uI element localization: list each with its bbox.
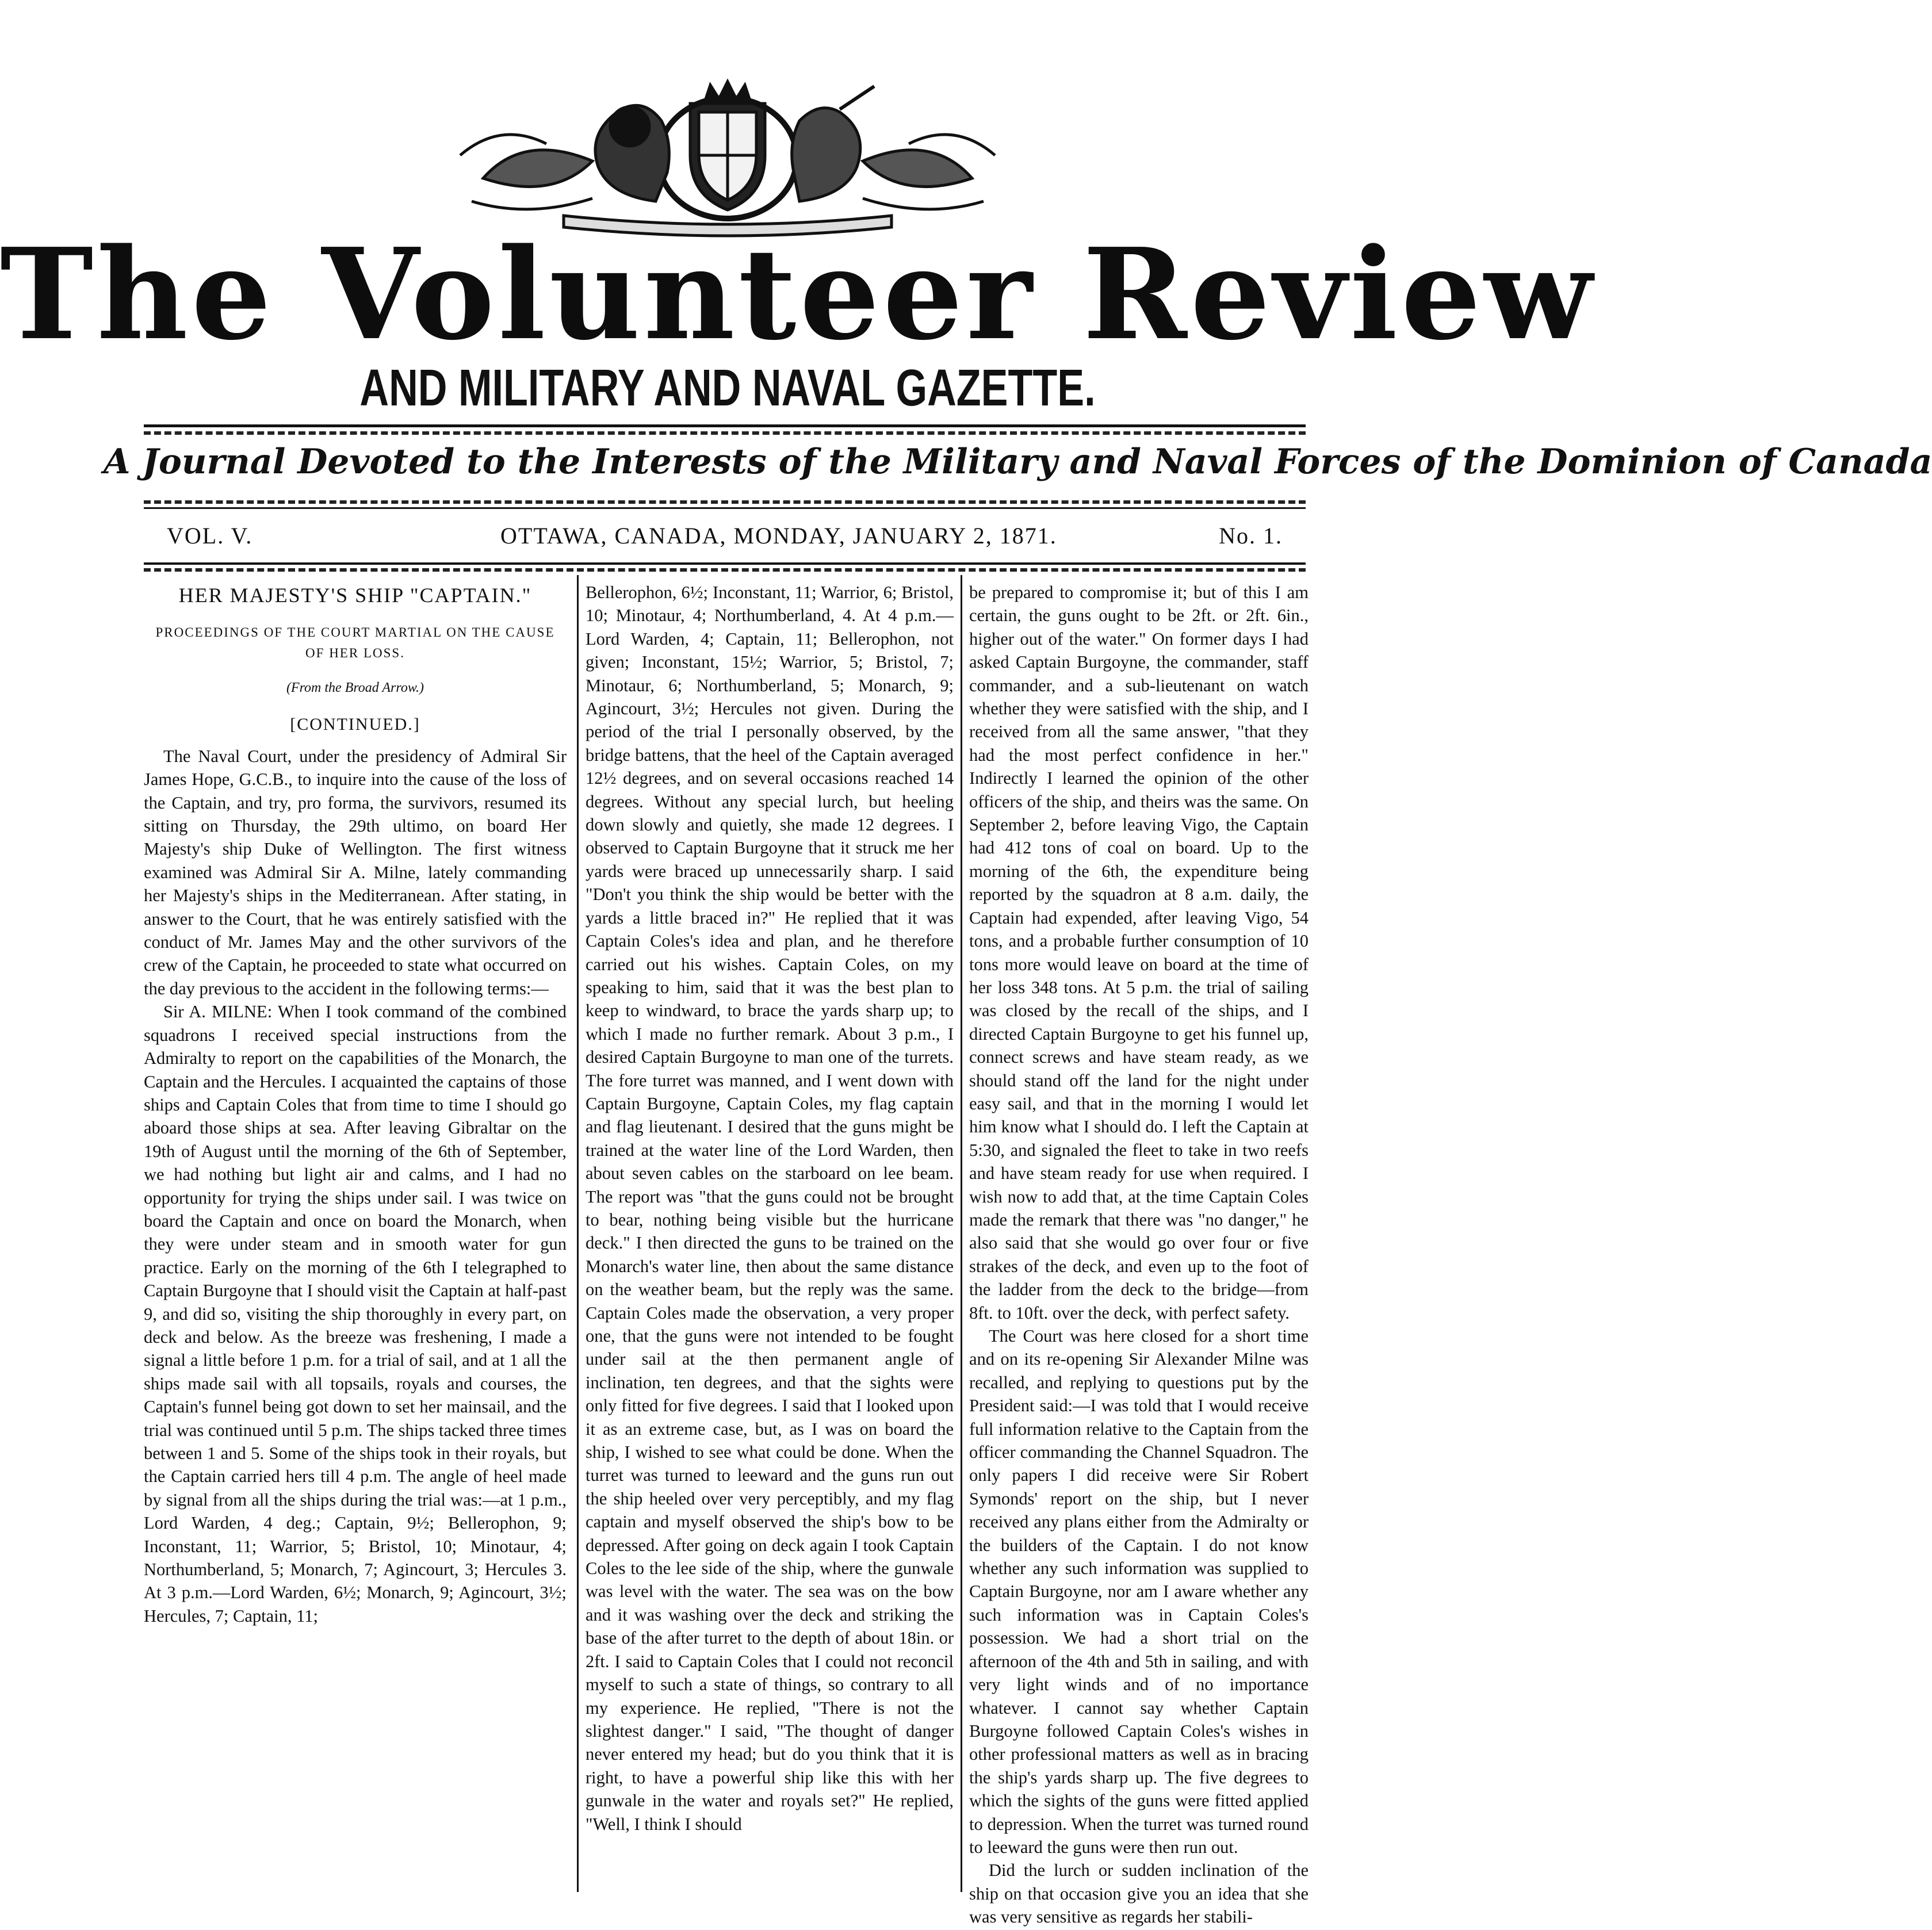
article-column-2 (586, 581, 954, 1886)
royal-coat-of-arms-icon (437, 86, 1018, 230)
article-column-3 (969, 581, 1309, 1927)
volume-number: VOL. V. (167, 523, 253, 549)
journal-motto: A Journal Devoted to the Interests of the Military and Naval Forces of the Dominion of Canada (104, 442, 1932, 482)
motto-rule (144, 507, 1306, 509)
motto-rule-dashed (144, 500, 1306, 504)
column-divider (961, 575, 962, 1892)
article-paragraph: Sir A. MILNE: When I took command of the combined squadrons I received special instructions from the Admiralty to report on the capabilities of the Monarch, the Captain and the Hercules. I acquainted the captains of those ships and Captain Coles that from time to time I should go aboard those ships at sea. After leaving Gibraltar on the 19th of August until the morning of the 6th of September, we had nothing but light air and calms, and I had no opportunity for trying the ships under sail. I was twice on board the Captain and once on board the Monarch, when they were under steam and in smooth water for gun practice. Early on the morning of the 6th I telegraphed to Captain Burgoyne that I should visit the Captain at half-past 9, and did so, visiting the ship thoroughly in every part, on deck and below. As the breeze was freshening, I made a signal a little before 1 p.m. for a trial of sail, and at 1 all the ships made sail with all topsails, royals and courses, the Captain's funnel being got down to set her mainsail, and the trial was continued until 5 p.m. The ships tacked three times between 1 and 5. Some of the ships took in their royals, but the Captain carried hers till 4 p.m. The angle of heel made by signal from all the ships during the trial was:—at 1 p.m., Lord Warden, 4 deg.; Captain, 9½; Bellerophon, 9; Inconstant, 11; Warrior, 5; Bristol, 10; Minotaur, 4; Northumberland, 5; Monarch, 7; Agincourt, 3; Hercules 3. At 3 p.m.—Lord Warden, 6½; Monarch, 9; Agincourt, 3½; Hercules, 7; Captain, 11; (144, 1002, 567, 1626)
masthead-rule-dashed (144, 431, 1306, 435)
article-source: (From the Broad Arrow.) (286, 680, 424, 695)
issue-rule-dashed (144, 568, 1306, 572)
article-continued: [CONTINUED.] (290, 715, 420, 734)
article-headline: HER MAJESTY'S SHIP "CAPTAIN." (178, 584, 532, 607)
article-column-1 (144, 581, 567, 1886)
issue-number: No. 1. (1219, 523, 1283, 549)
dateline: OTTAWA, CANADA, MONDAY, JANUARY 2, 1871. (500, 523, 1057, 549)
masthead-subtitle: AND MILITARY AND NAVAL GAZETTE. (359, 359, 1096, 417)
masthead-rule-top (144, 424, 1306, 427)
issue-rule (144, 562, 1306, 565)
article-paragraph: The Naval Court, under the presidency of Admiral Sir James Hope, G.C.B., to inquire into the cause of the loss of the Captain, and try, pro forma, the survivors, resumed its sitting on Thursday, the 29th ultimo, on board Her Majesty's ship Duke of Wellington. The first witness examined was Admiral Sir A. Milne, lately commanding her Majesty's ships in the Mediterranean. After stating, in answer to the Court, that he was entirely satisfied with the conduct of Mr. James May and the other survivors of the crew of the Captain, he proceeded to state what occurred on the day previous to the accident in the following terms:— (144, 746, 567, 998)
article-subhead: PROCEEDINGS OF THE COURT MARTIAL ON THE CAUSE OF HER LOSS. (155, 625, 555, 660)
column-divider (577, 575, 579, 1892)
issue-line (144, 521, 1306, 551)
article-paragraph: be prepared to compromise it; but of this I am certain, the guns ought to be 2ft. or 2ft. 6in., higher out of the water." On former days I had asked Captain Burgoyne, the commander, staff commander, and a sub-lieutenant on watch whether they were satisfied with the ship, and I received from all the same answer, "that they had the most perfect confidence in her." Indirectly I learned the opinion of the other officers of the ship, and theirs was the same. On September 2, before leaving Vigo, the Captain had 412 tons of coal on board. Up to the morning of the 6th, the expenditure being reported by the squadron at 8 a.m. daily, the Captain had expended, after leaving Vigo, 54 tons, and a probable further consumption of 10 tons more would leave on board at the time of her loss 348 tons. At 5 p.m. the trial of sailing was closed by the recall of the ships, and I directed Captain Burgoyne to get his funnel up, connect screws and have steam ready, as we should stand off the land for the night under easy sail, and that in the morning I would let him know what I should do. I left the Captain at 5:30, and signaled the fleet to take in two reefs and have steam ready for use when required. I wish now to add that, at the time Captain Coles made the remark that there was "no danger," he also said that she would go over four or five strakes of the deck, and even up to the foot of the ladder from the deck to the bridge—from 8ft. to 10ft. over the deck, with perfect safety. (969, 583, 1309, 1323)
masthead-title: The Volunteer Review (0, 221, 1596, 368)
article-paragraph: Did the lurch or sudden inclination of the ship on that occasion give you an idea that she was very sensitive as regards her stabili- (969, 1860, 1309, 1927)
article-paragraph: Bellerophon, 6½; Inconstant, 11; Warrior, 6; Bristol, 10; Minotaur, 4; Northumberland, 4. At 4 p.m.—Lord Warden, 4; Captain, 11; Bellerophon, not given; Inconstant, 15½; Warrior, 5; Bristol, 7; Minotaur, 6; Northumberland, 5; Monarch, 9; Agincourt, 3½; Hercules not given. During the period of the trial I personally observed, by the bridge battens, that the heel of the Captain averaged 12½ degrees, and on several occasions reached 14 degrees. Without any special lurch, but heeling down slowly and quietly, she made 12 degrees. I observed to Captain Burgoyne that it struck me her yards were braced up unnecessarily sharp. I said "Don't you think the ship would be better with the yards a little braced in?" He replied that it was Captain Coles's idea and plan, and he therefore carried out his wishes. Captain Coles, on my speaking to him, said that it was the best plan to keep to windward, to brace the yards sharp up; to which I made no further remark. About 3 p.m., I desired Captain Burgoyne to man one of the turrets. The fore turret was manned, and I went down with Captain Burgoyne, Captain Coles, my flag captain and flag lieutenant. I desired that the guns might be trained at the water line of the Lord Warden, then about seven cables on the starboard on lee beam. The report was "that the guns could not be brought to bear, nothing being visible but the hurricane deck." I then directed the guns to be trained on the Monarch's water line, then about the same distance on the weather beam, but the reply was the same. Captain Coles made the observation, a very proper one, that the guns were not intended to be fought under sail at the then permanent angle of inclination, ten degrees, and that the sights were only fitted for five degrees. I said that I looked upon it as an extreme case, but, as I was on board the ship, I wished to see what could be done. When the turret was turned to leeward and the guns run out the ship heeled over very perceptibly, and my flag captain and myself observed the ship's bow to be depressed. After going on deck again I took Captain Coles to the lee side of the ship, where the gunwale was level with the water. The sea was on the bow and it was washing over the deck and striking the base of the after turret to the depth of about 18in. or 2ft. I said to Captain Coles that I could not reconcil myself to such a state of things, so contrary to all my experience. He replied, "There is not the slightest danger." I said, "The thought of danger never entered my head; but do you think that it is right, to have a powerful ship like this with her gunwale in the water and royals set?" He replied, "Well, I think I should (586, 583, 954, 1834)
article-paragraph: The Court was here closed for a short time and on its re-opening Sir Alexander Milne was recalled, and replying to questions put by the President said:—I was told that I would receive full information relative to the Captain from the officer commanding the Channel Squadron. The only papers I did receive were Sir Robert Symonds' report on the ship, but I never received any plans either from the Admiralty or the builders of the Captain. I do not know whether any such information was supplied to Captain Burgoyne, nor am I aware whether any such information was in Captain Coles's possession. We had a short trial on the afternoon of the 4th and 5th in sailing, and with very light winds and of no importance whatever. I cannot say whether Captain Burgoyne followed Captain Coles's wishes in other professional matters as well as in bracing the ship's yards sharp up. The five degrees to which the sights of the guns were fitted applied to depression. When the turret was turned round to leeward the guns were then run out. (969, 1326, 1309, 1857)
